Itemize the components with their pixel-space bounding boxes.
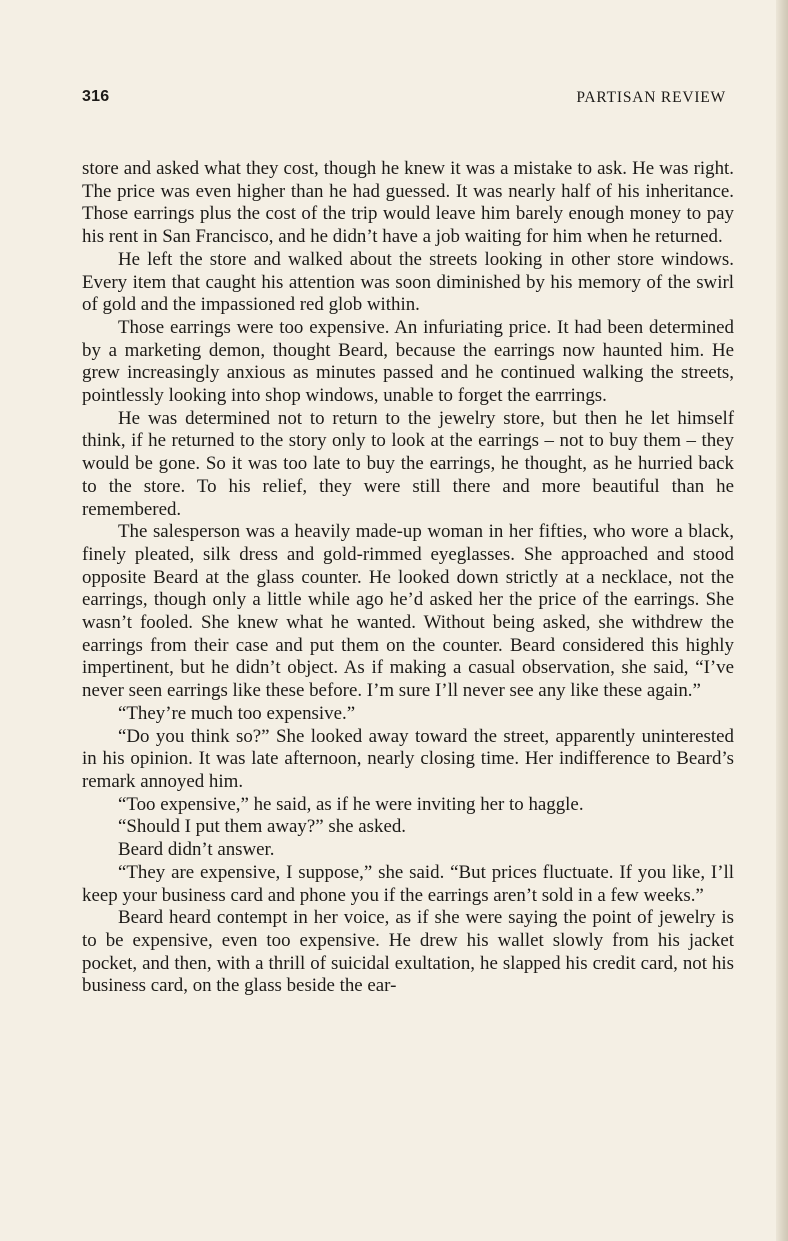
paragraph: “They are expensive, I suppose,” she said. “But prices fluctuate. If you like, I’ll keep your business card and phone you if the earrings aren’t sold in a few weeks.” bbox=[82, 861, 734, 906]
page-number: 316 bbox=[82, 88, 110, 105]
book-spine-shadow bbox=[776, 0, 788, 1241]
paragraph: The salesperson was a heavily made-up woman in her fifties, who wore a black, finely pleated, silk dress and gold-rimmed eyeglasses. She approached and stood opposite Beard at the glass counter. He looked down strictly at a necklace, not the earrings, though only a little while ago he’d asked her the price of the earrings. She wasn’t fooled. She knew what he wanted. Without being asked, she withdrew the earrings from their case and put them on the counter. Beard considered this highly impertinent, but he didn’t object. As if making a casual observation, she said, “I’ve never seen earrings like these before. I’m sure I’ll never see any like these again.” bbox=[82, 521, 734, 702]
paragraph: Beard heard contempt in her voice, as if she were saying the point of jewelry is to be expensive, even too expensive. He drew his wallet slowly from his jacket pocket, and then, with a thrill of suicidal exultation, he slapped his credit card, not his business card, on the glass beside the ear- bbox=[82, 907, 734, 997]
paragraph: Beard didn’t answer. bbox=[118, 839, 275, 861]
paragraph: He was determined not to return to the jewelry store, but then he let himself think, if he returned to the story only to look at the earrings – not to buy them – they would be gone. So it was too late to buy the earrings, he thought, as he hurried back to the store. To his relief, they were still there and more beautiful than he remembered. bbox=[82, 407, 734, 520]
paragraph: “They’re much too expensive.” bbox=[118, 702, 356, 724]
page-header bbox=[82, 88, 726, 112]
paragraph: He left the store and walked about the streets looking in other store windows. Every item that caught his attention was soon diminished by his memory of the swirl of gold and the impassioned red glob within. bbox=[82, 248, 734, 316]
running-head: PARTISAN REVIEW bbox=[576, 89, 726, 106]
paragraph: Those earrings were too expensive. An infuriating price. It had been determined by a marketing demon, thought Beard, because the earrings now haunted him. He grew increasingly anxious as minutes passed and he continued walking the streets, pointlessly looking into shop windows, unable to forget the earrrings. bbox=[82, 316, 734, 407]
paragraph: “Should I put them away?” she asked. bbox=[118, 816, 406, 838]
paragraph: “Do you think so?” She looked away toward the street, apparently uninterested in his opinion. It was late afternoon, nearly closing time. Her indifference to Beard’s remark annoyed him. bbox=[82, 725, 734, 792]
paragraph: “Too expensive,” he said, as if he were inviting her to haggle. bbox=[118, 793, 584, 815]
paragraph: store and asked what they cost, though he knew it was a mistake to ask. He was right. The price was even higher than he had guessed. It was nearly half of his inheritance. Those earrings plus the cost of the trip would leave him barely enough money to pay his rent in San Francisco, and he didn’t have a job waiting for him when he returned. bbox=[82, 158, 734, 248]
body-text bbox=[82, 158, 734, 998]
